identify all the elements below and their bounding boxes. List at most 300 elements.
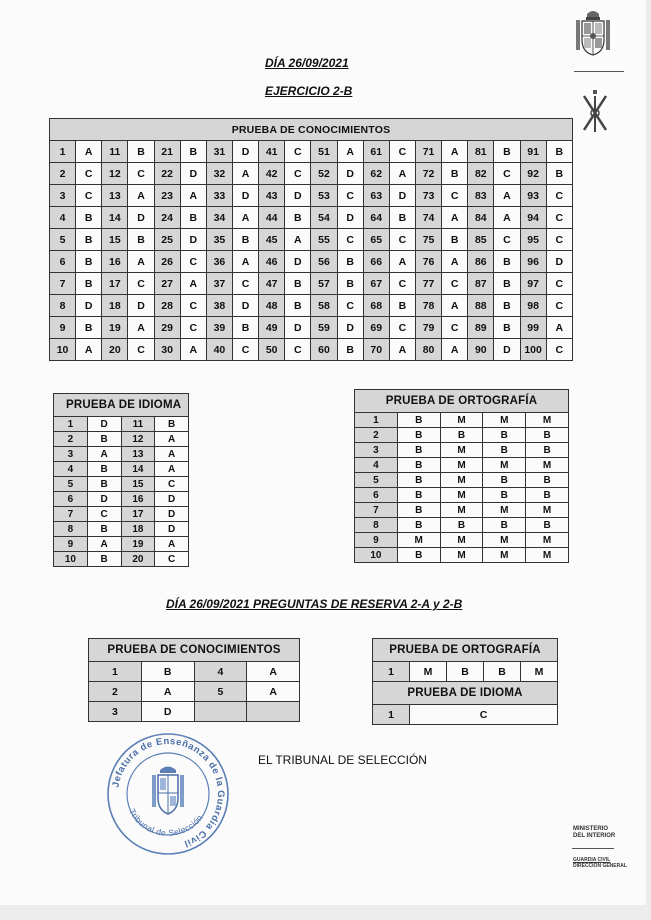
question-number: 20 xyxy=(121,552,155,567)
question-number: 39 xyxy=(206,317,232,339)
reserva-idioma-title: PRUEBA DE IDIOMA xyxy=(373,682,558,705)
answer-cell: M xyxy=(483,533,526,548)
question-number: 38 xyxy=(206,295,232,317)
question-number: 97 xyxy=(520,273,546,295)
answer-cell: B xyxy=(526,473,569,488)
question-number: 56 xyxy=(311,251,337,273)
answer-cell: C xyxy=(285,141,311,163)
table-row xyxy=(355,518,569,533)
question-number: 28 xyxy=(154,295,180,317)
answer-cell: C xyxy=(232,339,258,361)
answer-cell: B xyxy=(285,207,311,229)
answer-cell: B xyxy=(87,462,121,477)
question-number: 82 xyxy=(468,163,494,185)
table-row xyxy=(355,458,569,473)
answer-cell: C xyxy=(546,185,572,207)
question-number: 96 xyxy=(520,251,546,273)
question-number: 73 xyxy=(415,185,441,207)
footer-rule xyxy=(572,848,614,849)
answer-cell: M xyxy=(483,458,526,473)
answer-cell: B xyxy=(285,273,311,295)
question-number: 49 xyxy=(259,317,285,339)
question-number: 19 xyxy=(102,317,128,339)
question-number: 5 xyxy=(194,682,247,702)
question-number: 67 xyxy=(363,273,389,295)
answer-cell: C xyxy=(337,229,363,251)
answer-cell: A xyxy=(442,339,468,361)
question-number: 47 xyxy=(259,273,285,295)
answer-cell: B xyxy=(494,251,520,273)
answer-cell: D xyxy=(285,317,311,339)
question-number: 1 xyxy=(54,417,88,432)
answer-cell: D xyxy=(494,339,520,361)
question-number: 13 xyxy=(121,447,155,462)
table-row xyxy=(355,443,569,458)
question-number: 41 xyxy=(259,141,285,163)
answer-cell: A xyxy=(128,251,154,273)
conocimientos-title: PRUEBA DE CONOCIMIENTOS xyxy=(50,119,573,141)
answer-cell: C xyxy=(546,273,572,295)
answer-cell: M xyxy=(526,413,569,428)
header-rule xyxy=(574,71,624,72)
answer-cell: A xyxy=(87,447,121,462)
answer-cell: B xyxy=(526,443,569,458)
answer-cell: C xyxy=(180,295,206,317)
answer-cell: A xyxy=(337,141,363,163)
answer-cell: A xyxy=(442,251,468,273)
question-number: 52 xyxy=(311,163,337,185)
answer-cell: C xyxy=(76,185,102,207)
question-number: 6 xyxy=(50,251,76,273)
table-row xyxy=(355,413,569,428)
answer-cell: B xyxy=(285,295,311,317)
answer-cell: M xyxy=(483,413,526,428)
question-number: 17 xyxy=(102,273,128,295)
question-number: 89 xyxy=(468,317,494,339)
answer-cell: M xyxy=(440,533,483,548)
answer-cell: B xyxy=(389,207,415,229)
answer-cell: A xyxy=(442,295,468,317)
table-row xyxy=(355,488,569,503)
answer-cell: M xyxy=(526,458,569,473)
question-number: 25 xyxy=(154,229,180,251)
question-number: 5 xyxy=(50,229,76,251)
answer-cell: B xyxy=(526,518,569,533)
idioma-table xyxy=(53,393,189,567)
question-number: 46 xyxy=(259,251,285,273)
question-number: 66 xyxy=(363,251,389,273)
answer-cell: A xyxy=(232,163,258,185)
answer-cell: A xyxy=(76,141,102,163)
answer-cell: M xyxy=(526,503,569,518)
answer-cell: M xyxy=(483,503,526,518)
question-number: 7 xyxy=(54,507,88,522)
question-number: 75 xyxy=(415,229,441,251)
answer-cell: A xyxy=(155,537,189,552)
answer-cell: A xyxy=(247,662,300,682)
table-row xyxy=(355,533,569,548)
reserva-ortografia-title: PRUEBA DE ORTOGRAFÍA xyxy=(373,639,558,662)
reserva-conocimientos-table xyxy=(88,638,300,722)
answer-cell: C xyxy=(546,229,572,251)
answer-cell: B xyxy=(232,317,258,339)
question-number: 3 xyxy=(89,702,142,722)
answer-cell: M xyxy=(440,488,483,503)
answer-cell: D xyxy=(546,251,572,273)
answer-cell: A xyxy=(494,207,520,229)
answer-cell: A xyxy=(155,447,189,462)
answer-cell: B xyxy=(442,229,468,251)
answer-cell: B xyxy=(397,518,440,533)
answer-cell: B xyxy=(494,273,520,295)
question-number: 65 xyxy=(363,229,389,251)
footer-ministerio-line2: DEL INTERIOR xyxy=(573,833,616,839)
answer-cell: D xyxy=(155,522,189,537)
answer-cell: M xyxy=(526,548,569,563)
answer-cell: M xyxy=(440,458,483,473)
answer-cell: A xyxy=(232,207,258,229)
question-number: 62 xyxy=(363,163,389,185)
question-number: 5 xyxy=(355,473,398,488)
answer-cell: A xyxy=(128,185,154,207)
question-number: 9 xyxy=(355,533,398,548)
question-number: 79 xyxy=(415,317,441,339)
answer-cell: D xyxy=(128,207,154,229)
answer-cell: A xyxy=(155,462,189,477)
footer-guardia xyxy=(573,857,627,869)
question-number: 54 xyxy=(311,207,337,229)
answer-cell: B xyxy=(87,552,121,567)
answer-cell: A xyxy=(546,317,572,339)
answer-cell xyxy=(247,702,300,722)
table-row xyxy=(50,207,573,229)
question-number: 10 xyxy=(50,339,76,361)
question-number: 12 xyxy=(121,432,155,447)
question-number: 35 xyxy=(206,229,232,251)
question-number: 68 xyxy=(363,295,389,317)
question-number: 29 xyxy=(154,317,180,339)
question-number: 16 xyxy=(102,251,128,273)
exercise-title: EJERCICIO 2-B xyxy=(265,84,353,98)
question-number: 9 xyxy=(54,537,88,552)
answer-cell: C xyxy=(128,273,154,295)
question-number: 11 xyxy=(121,417,155,432)
answer-cell: B xyxy=(87,432,121,447)
question-number: 72 xyxy=(415,163,441,185)
footer-guardia-line2: DIRECCIÓN GENERAL xyxy=(573,863,627,869)
question-number: 100 xyxy=(520,339,546,361)
answer-cell: B xyxy=(76,273,102,295)
question-number: 80 xyxy=(415,339,441,361)
answer-cell: C xyxy=(232,273,258,295)
question-number: 4 xyxy=(194,662,247,682)
answer-cell: D xyxy=(337,317,363,339)
svg-text:Tribunal de Selección xyxy=(127,807,205,838)
conocimientos-table xyxy=(49,118,573,361)
question-number: 87 xyxy=(468,273,494,295)
answer-cell: B xyxy=(397,488,440,503)
table-row xyxy=(355,428,569,443)
answer-cell: B xyxy=(440,518,483,533)
question-number: 15 xyxy=(102,229,128,251)
answer-cell: M xyxy=(397,533,440,548)
question-number: 1 xyxy=(50,141,76,163)
table-row xyxy=(54,537,189,552)
answer-cell: B xyxy=(397,548,440,563)
table-row xyxy=(50,251,573,273)
question-number: 21 xyxy=(154,141,180,163)
table-row xyxy=(54,417,189,432)
answer-cell: B xyxy=(483,488,526,503)
stamp-outer-text: Jefatura de Enseñanza de la Guardia Civil xyxy=(110,735,227,850)
question-number: 17 xyxy=(121,507,155,522)
answer-cell: C xyxy=(155,552,189,567)
footer-ministerio-line1: MINISTERIO xyxy=(573,826,609,832)
answer-cell: A xyxy=(494,185,520,207)
date-title: DÍA 26/09/2021 xyxy=(265,56,349,70)
question-number: 71 xyxy=(415,141,441,163)
question-number: 4 xyxy=(50,207,76,229)
tribunal-stamp xyxy=(104,730,232,858)
answer-cell: B xyxy=(397,443,440,458)
question-number: 85 xyxy=(468,229,494,251)
question-number: 27 xyxy=(154,273,180,295)
answer-cell: A xyxy=(128,317,154,339)
question-number: 3 xyxy=(54,447,88,462)
answer-cell: B xyxy=(128,141,154,163)
question-number: 13 xyxy=(102,185,128,207)
table-row xyxy=(89,702,300,722)
question-number: 83 xyxy=(468,185,494,207)
answer-cell: B xyxy=(180,207,206,229)
table-row xyxy=(50,229,573,251)
question-number: 18 xyxy=(121,522,155,537)
question-number: 76 xyxy=(415,251,441,273)
table-row xyxy=(50,317,573,339)
answer-cell: D xyxy=(141,702,194,722)
answer-cell: B xyxy=(484,662,521,682)
answer-cell: C xyxy=(285,163,311,185)
answer-cell: M xyxy=(521,662,558,682)
answer-cell: D xyxy=(389,185,415,207)
question-number: 63 xyxy=(363,185,389,207)
question-number: 86 xyxy=(468,251,494,273)
answer-cell: B xyxy=(397,413,440,428)
answer-cell: M xyxy=(483,548,526,563)
answer-cell: D xyxy=(76,295,102,317)
answer-cell: B xyxy=(483,428,526,443)
ortografia-title: PRUEBA DE ORTOGRAFÍA xyxy=(355,390,569,413)
question-number: 1 xyxy=(373,705,410,725)
question-number: 44 xyxy=(259,207,285,229)
answer-cell: C xyxy=(128,339,154,361)
answer-cell: B xyxy=(87,477,121,492)
answer-cell: C xyxy=(180,317,206,339)
answer-cell: A xyxy=(87,537,121,552)
answer-cell: B xyxy=(447,662,484,682)
question-number: 95 xyxy=(520,229,546,251)
reserva-heading: DÍA 26/09/2021 PREGUNTAS DE RESERVA 2-A y 2-B xyxy=(166,597,463,611)
table-row xyxy=(50,163,573,185)
question-number: 2 xyxy=(54,432,88,447)
question-number: 18 xyxy=(102,295,128,317)
answer-cell: D xyxy=(180,229,206,251)
question-number: 2 xyxy=(50,163,76,185)
answer-cell: D xyxy=(285,185,311,207)
question-number: 6 xyxy=(355,488,398,503)
question-number: 37 xyxy=(206,273,232,295)
stamp-inner-text: Tribunal de Selección xyxy=(127,807,205,838)
answer-cell: B xyxy=(526,488,569,503)
question-number: 88 xyxy=(468,295,494,317)
question-number: 50 xyxy=(259,339,285,361)
question-number: 1 xyxy=(355,413,398,428)
answer-cell: A xyxy=(76,339,102,361)
reserva-ortografia-table xyxy=(372,638,558,725)
footer-guardia-line1: GUARDIA CIVIL xyxy=(573,857,611,863)
question-number: 8 xyxy=(50,295,76,317)
answer-cell: C xyxy=(494,229,520,251)
answer-cell: C xyxy=(337,185,363,207)
question-number: 57 xyxy=(311,273,337,295)
answer-cell: M xyxy=(440,443,483,458)
answer-cell: D xyxy=(337,207,363,229)
answer-cell: B xyxy=(180,141,206,163)
answer-cell: B xyxy=(526,428,569,443)
answer-cell: B xyxy=(389,295,415,317)
table-row xyxy=(50,295,573,317)
footer-ministerio xyxy=(573,826,615,840)
question-number: 12 xyxy=(102,163,128,185)
answer-cell: C xyxy=(389,229,415,251)
question-number: 74 xyxy=(415,207,441,229)
question-number: 15 xyxy=(121,477,155,492)
answer-cell: D xyxy=(180,163,206,185)
question-number: 4 xyxy=(54,462,88,477)
question-number: 51 xyxy=(311,141,337,163)
reserva-conocimientos-title: PRUEBA DE CONOCIMIENTOS xyxy=(89,639,300,662)
answer-cell: B xyxy=(155,417,189,432)
question-number: 77 xyxy=(415,273,441,295)
answer-cell: B xyxy=(440,428,483,443)
answer-cell: C xyxy=(76,163,102,185)
answer-cell: C xyxy=(155,477,189,492)
question-number: 60 xyxy=(311,339,337,361)
question-number: 4 xyxy=(355,458,398,473)
answer-cell: A xyxy=(180,339,206,361)
table-row xyxy=(355,548,569,563)
question-number: 24 xyxy=(154,207,180,229)
table-row xyxy=(89,682,300,702)
answer-cell: A xyxy=(389,251,415,273)
answer-cell: B xyxy=(337,339,363,361)
question-number xyxy=(194,702,247,722)
answer-cell: C xyxy=(546,207,572,229)
table-row xyxy=(54,522,189,537)
answer-cell: D xyxy=(232,295,258,317)
answer-cell: D xyxy=(87,492,121,507)
answer-cell: A xyxy=(155,432,189,447)
question-number: 34 xyxy=(206,207,232,229)
question-number: 9 xyxy=(50,317,76,339)
answer-cell: M xyxy=(410,662,447,682)
question-number: 3 xyxy=(355,443,398,458)
table-row xyxy=(355,503,569,518)
table-row xyxy=(89,662,300,682)
question-number: 2 xyxy=(89,682,142,702)
question-number: 48 xyxy=(259,295,285,317)
answer-cell: M xyxy=(440,413,483,428)
stamp-crest-icon xyxy=(152,767,184,815)
answer-cell: A xyxy=(180,185,206,207)
table-row xyxy=(50,141,573,163)
answer-cell: C xyxy=(87,507,121,522)
question-number: 8 xyxy=(355,518,398,533)
question-number: 7 xyxy=(355,503,398,518)
table-row xyxy=(54,447,189,462)
answer-cell: D xyxy=(232,185,258,207)
question-number: 90 xyxy=(468,339,494,361)
question-number: 11 xyxy=(102,141,128,163)
question-number: 5 xyxy=(54,477,88,492)
answer-cell: A xyxy=(442,141,468,163)
question-number: 84 xyxy=(468,207,494,229)
question-number: 78 xyxy=(415,295,441,317)
question-number: 26 xyxy=(154,251,180,273)
answer-cell: C xyxy=(410,705,558,725)
table-row xyxy=(373,662,558,682)
question-number: 32 xyxy=(206,163,232,185)
question-number: 70 xyxy=(363,339,389,361)
question-number: 14 xyxy=(121,462,155,477)
answer-cell: A xyxy=(180,273,206,295)
question-number: 94 xyxy=(520,207,546,229)
answer-cell: D xyxy=(155,507,189,522)
answer-cell: A xyxy=(389,163,415,185)
question-number: 20 xyxy=(102,339,128,361)
table-row xyxy=(54,507,189,522)
answer-cell: B xyxy=(76,251,102,273)
question-number: 92 xyxy=(520,163,546,185)
answer-cell: B xyxy=(483,443,526,458)
answer-cell: D xyxy=(87,417,121,432)
answer-cell: C xyxy=(442,317,468,339)
answer-cell: A xyxy=(442,207,468,229)
answer-cell: A xyxy=(232,251,258,273)
question-number: 1 xyxy=(373,662,410,682)
answer-cell: B xyxy=(76,229,102,251)
answer-cell: B xyxy=(76,207,102,229)
answer-cell: B xyxy=(397,503,440,518)
ortografia-table xyxy=(354,389,569,563)
answer-cell: B xyxy=(141,662,194,682)
question-number: 1 xyxy=(89,662,142,682)
answer-cell: B xyxy=(483,473,526,488)
answer-cell: B xyxy=(76,317,102,339)
question-number: 7 xyxy=(50,273,76,295)
question-number: 8 xyxy=(54,522,88,537)
question-number: 99 xyxy=(520,317,546,339)
question-number: 23 xyxy=(154,185,180,207)
question-number: 33 xyxy=(206,185,232,207)
answer-cell: B xyxy=(337,273,363,295)
signature-label: EL TRIBUNAL DE SELECCIÓN xyxy=(258,753,427,767)
question-number: 36 xyxy=(206,251,232,273)
question-number: 58 xyxy=(311,295,337,317)
answer-cell: C xyxy=(389,141,415,163)
answer-cell: C xyxy=(494,163,520,185)
answer-cell: B xyxy=(546,141,572,163)
